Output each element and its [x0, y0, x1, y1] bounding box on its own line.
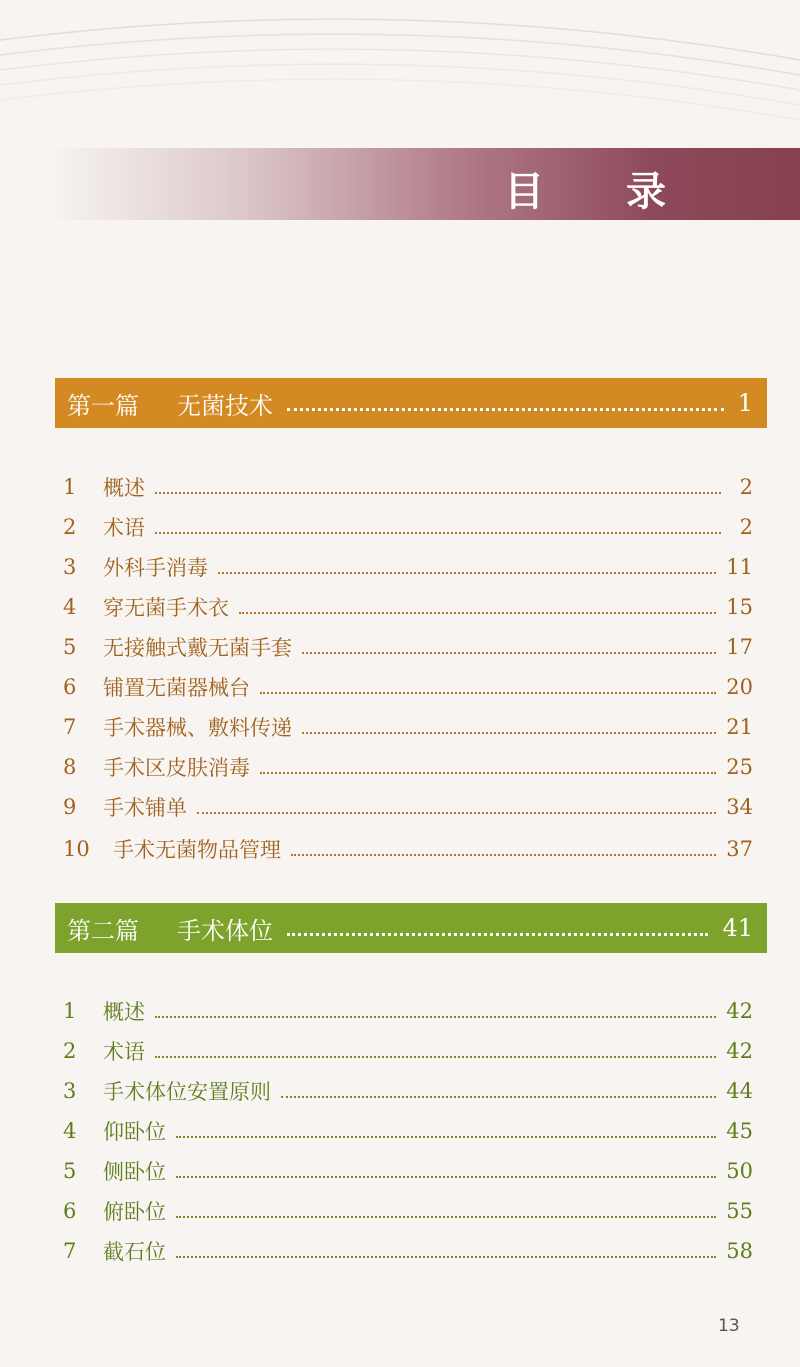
entry-page: 25: [726, 755, 753, 779]
entry-page: 42: [726, 999, 753, 1023]
entry-name: 铺置无菌器械台: [103, 676, 250, 700]
entry-page: 34: [726, 795, 753, 819]
entry-name: 穿无菌手术衣: [103, 596, 229, 620]
entry-name: 手术铺单: [103, 796, 187, 820]
entry-index: 6: [63, 1199, 77, 1223]
toc-entry: [55, 510, 767, 544]
entry-index: 5: [63, 1159, 77, 1183]
entry-name: 手术无菌物品管理: [113, 838, 281, 862]
page-number: 13: [718, 1316, 740, 1336]
entry-index: 4: [63, 1119, 77, 1143]
section-page: 41: [722, 914, 753, 942]
section-header-1: [55, 378, 767, 428]
entry-index: 2: [63, 515, 77, 539]
entry-page: 44: [726, 1079, 753, 1103]
entry-name: 无接触式戴无菌手套: [103, 636, 292, 660]
entry-index: 5: [63, 635, 77, 659]
entry-name: 手术区皮肤消毒: [103, 756, 250, 780]
entry-page: 42: [726, 1039, 753, 1063]
entry-name: 术语: [103, 1040, 145, 1064]
entry-name: 俯卧位: [103, 1200, 166, 1224]
section-name: 手术体位: [177, 916, 273, 945]
entry-page: 2: [739, 515, 753, 539]
leader-dots: [302, 652, 716, 654]
toc-entry: [55, 1074, 767, 1108]
leader-dots: [291, 854, 716, 856]
leader-dots: [197, 812, 716, 814]
toc-entry: [55, 1234, 767, 1268]
section-page: 1: [737, 389, 753, 417]
toc-entry: [55, 1154, 767, 1188]
leader-dots: [155, 1016, 716, 1018]
entry-page: 21: [726, 715, 753, 739]
section-header-2: [55, 903, 767, 953]
entry-name: 截石位: [103, 1240, 166, 1264]
entry-page: 45: [726, 1119, 753, 1143]
entry-name: 概述: [103, 1000, 145, 1024]
leader-dots: [155, 1056, 716, 1058]
entry-page: 37: [726, 837, 753, 861]
toc-entry: [55, 1034, 767, 1068]
entry-index: 9: [63, 795, 77, 819]
toc-entry: [55, 790, 767, 824]
entry-index: 10: [63, 837, 90, 861]
toc-entry: [55, 630, 767, 664]
entry-index: 8: [63, 755, 77, 779]
leader-dots: [218, 572, 716, 574]
leader-dots: [260, 692, 716, 694]
entry-index: 7: [63, 715, 77, 739]
section-number: 第二篇: [67, 916, 139, 945]
entry-page: 15: [726, 595, 753, 619]
entry-page: 58: [726, 1239, 753, 1263]
leader-dots: [281, 1096, 716, 1098]
section-name: 无菌技术: [177, 391, 273, 420]
toc-entry: [55, 710, 767, 744]
toc-entry: [55, 550, 767, 584]
leader-dots: [176, 1256, 716, 1258]
leader-dots: [176, 1176, 716, 1178]
entry-page: 17: [726, 635, 753, 659]
toc-entry: [55, 1114, 767, 1148]
entry-page: 11: [726, 555, 753, 579]
leader-dots: [260, 772, 716, 774]
entry-page: 50: [726, 1159, 753, 1183]
entry-name: 手术器械、敷料传递: [103, 716, 292, 740]
entry-index: 6: [63, 675, 77, 699]
section-number: 第一篇: [67, 391, 139, 420]
entry-name: 外科手消毒: [103, 556, 208, 580]
entry-page: 55: [726, 1199, 753, 1223]
entry-name: 手术体位安置原则: [103, 1080, 271, 1104]
entry-name: 仰卧位: [103, 1120, 166, 1144]
toc-entry: [55, 470, 767, 504]
decorative-arcs: [0, 0, 800, 160]
leader-dots: [155, 532, 721, 534]
entry-index: 3: [63, 1079, 77, 1103]
entry-index: 4: [63, 595, 77, 619]
entry-index: 2: [63, 1039, 77, 1063]
entry-page: 2: [739, 475, 753, 499]
entry-index: 1: [63, 475, 77, 499]
toc-entry: [55, 590, 767, 624]
page-title: 目 录: [504, 168, 700, 215]
entry-name: 概述: [103, 476, 145, 500]
leader-dots: [287, 408, 724, 411]
leader-dots: [176, 1136, 716, 1138]
entry-name: 术语: [103, 516, 145, 540]
toc-entry: [55, 832, 767, 866]
toc-entry: [55, 994, 767, 1028]
leader-dots: [176, 1216, 716, 1218]
toc-entry: [55, 670, 767, 704]
leader-dots: [239, 612, 716, 614]
entry-name: 侧卧位: [103, 1160, 166, 1184]
toc-entry: [55, 750, 767, 784]
entry-page: 20: [726, 675, 753, 699]
leader-dots: [155, 492, 721, 494]
entry-index: 3: [63, 555, 77, 579]
entry-index: 7: [63, 1239, 77, 1263]
toc-entry: [55, 1194, 767, 1228]
leader-dots: [302, 732, 716, 734]
leader-dots: [287, 933, 708, 936]
entry-index: 1: [63, 999, 77, 1023]
